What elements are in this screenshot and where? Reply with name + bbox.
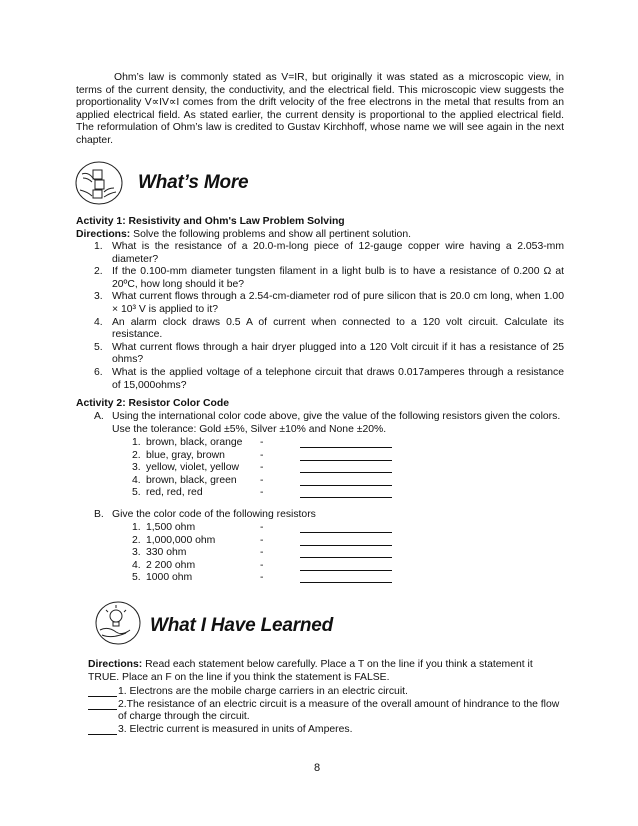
partA-item-answer-line[interactable] <box>300 485 392 486</box>
partA-item-label: brown, black, orange <box>146 437 243 448</box>
statement-text: 2.The resistance of an electric circuit is a measure of the overall amount of hindrance to the flow of charge through the circuit. <box>118 698 560 723</box>
partB-items <box>132 522 432 586</box>
partB-item-label: 1,500 ohm <box>146 522 196 533</box>
partA-text2: Use the tolerance: Gold ±5%, Silver ±10% and None ±20%. <box>112 424 387 435</box>
statement-item <box>88 699 566 724</box>
partA-item-row <box>132 450 432 463</box>
partA-item-label: blue, gray, brown <box>146 449 225 461</box>
partA-item-number: 1. <box>132 437 141 448</box>
partB-item-row <box>132 522 432 535</box>
page-number: 8 <box>314 762 321 774</box>
partA-item-label: red, red, red <box>146 487 203 499</box>
problem-number: 1. <box>94 241 103 252</box>
partA-item-answer-line[interactable] <box>300 460 392 461</box>
partA-item-dash: - <box>260 474 264 486</box>
partA-item-row <box>132 475 432 488</box>
problem-item <box>94 241 564 266</box>
statement-text: 1. Electrons are the mobile charge carriers in an electric circuit. <box>118 686 408 697</box>
partB-item-number: 4. <box>132 559 141 571</box>
problem-text: What is the resistance of a 20.0-m-long piece of 12-gauge copper wire having a 2.053-mm diameter? <box>112 241 564 265</box>
partA-item-answer-line[interactable] <box>300 447 392 448</box>
true-false-statements <box>88 686 566 736</box>
partB-text: Give the color code of the following resistors <box>112 509 316 520</box>
problem-item <box>94 342 564 367</box>
problem-number: 3. <box>94 291 103 303</box>
partA-item-number: 3. <box>132 462 141 474</box>
statement-answer-line[interactable] <box>88 686 117 697</box>
partB-item-number: 3. <box>132 547 141 559</box>
intro-paragraph: Ohm’s law is commonly stated as V=IR, but originally it was stated as a microscopic view, in terms of the current density, the conductivity, and the electrical field. This microscopic view suggests the proportionality V∝IV∝I comes from the drift velocity of the free electrons in the metal that results from an applied electrical field. As stated earlier, the current density is proportional to the applied electrical field. The reformulation of Ohm’s law is credited to Gustav Kirchhoff, whose name we will see again in the next chapter. <box>76 72 564 146</box>
problem-number: 6. <box>94 366 103 378</box>
partA-item-row <box>132 487 432 500</box>
partB-item-label: 330 ohm <box>146 547 187 559</box>
partB-item-answer-line[interactable] <box>300 570 392 571</box>
statement-text: 3. Electric current is measured in units of Amperes. <box>118 723 353 735</box>
partA-letter: A. <box>94 411 104 422</box>
problem-item <box>94 291 564 316</box>
partA-item-dash: - <box>260 437 264 448</box>
partA-item-dash: - <box>260 487 264 499</box>
partB-item-dash: - <box>260 534 264 546</box>
partB-item-number: 5. <box>132 572 141 584</box>
partA-item-dash: - <box>260 462 264 474</box>
partA-item-answer-line[interactable] <box>300 472 392 473</box>
problem-text: If the 0.100-mm diameter tungsten filament in a light bulb is to have a resistance of 0.200 Ω at 20ºC, how long should it be? <box>112 266 564 290</box>
problem-text: What current flows through a 2.54-cm-diameter rod of pure silicon that is 20.0 cm long, when 1.00 × 10³ V is applied to it? <box>112 291 564 315</box>
problem-item <box>94 317 564 342</box>
partB-item-label: 1000 ohm <box>146 572 193 584</box>
partB-item-dash: - <box>260 559 264 571</box>
activity1-directions: Directions: Solve the following problems and show all pertinent solution. <box>76 229 411 240</box>
activity2-title: Activity 2: Resistor Color Code <box>76 398 230 409</box>
partA-item-answer-line[interactable] <box>300 497 392 498</box>
problem-text: An alarm clock draws 0.5 A of current when connected to a 120 volt circuit. Calculate its resistance. <box>112 316 564 341</box>
partB-item-answer-line[interactable] <box>300 545 392 546</box>
partB-item-dash: - <box>260 522 264 533</box>
partB-item-answer-line[interactable] <box>300 582 392 583</box>
whats-more-title: What’s More <box>138 172 249 193</box>
hands-with-blocks-icon <box>74 160 124 211</box>
partB-item-number: 2. <box>132 534 141 546</box>
partA-item-number: 4. <box>132 474 141 486</box>
partB-item-row <box>132 535 432 548</box>
problem-item <box>94 266 564 291</box>
partA-items <box>132 437 432 501</box>
partB-item-answer-line[interactable] <box>300 532 392 533</box>
partA-item-number: 5. <box>132 487 141 499</box>
statement-answer-line[interactable] <box>88 724 117 735</box>
partA-item-row <box>132 437 432 450</box>
partB-item-dash: - <box>260 572 264 584</box>
partB-item-label: 1,000,000 ohm <box>146 534 216 546</box>
partA-item-label: brown, black, green <box>146 474 237 486</box>
partB-letter: B. <box>94 509 104 520</box>
partA-item-label: yellow, violet, yellow <box>146 462 239 474</box>
partB-item-row <box>132 560 432 573</box>
partA-text1: Using the international color code above, give the value of the following resistors given the colors. <box>112 411 561 422</box>
problem-text: What current flows through a hair dryer plugged into a 120 Volt circuit if it has a resistance of 25 ohms? <box>112 341 564 366</box>
partB-item-row <box>132 547 432 560</box>
learned-title: What I Have Learned <box>150 615 334 636</box>
activity1-title: Activity 1: Resistivity and Ohm's Law Problem Solving <box>76 216 345 227</box>
statement-item <box>88 724 566 737</box>
statement-answer-line[interactable] <box>88 699 117 710</box>
problem-item <box>94 367 564 392</box>
hand-lightbulb-icon <box>94 600 142 651</box>
problem-number: 2. <box>94 266 103 278</box>
learned-directions: Directions: Read each statement below carefully. Place a T on the line if you think a statement it TRUE. Place an F on the line if you think the statement is FALSE. <box>88 659 533 683</box>
partA-item-row <box>132 462 432 475</box>
partB-item-row <box>132 572 432 585</box>
partB-item-answer-line[interactable] <box>300 557 392 558</box>
partB-item-number: 1. <box>132 522 141 533</box>
partA-item-number: 2. <box>132 449 141 461</box>
partB-item-label: 2 200 ohm <box>146 559 196 571</box>
activity1-problem-list <box>94 241 564 392</box>
problem-number: 4. <box>94 316 103 328</box>
problem-number: 5. <box>94 341 103 353</box>
problem-text: What is the applied voltage of a telephone circuit that draws 0.017amperes through a resistance of 15,000ohms? <box>112 366 564 391</box>
statement-item <box>88 686 566 699</box>
partB-item-dash: - <box>260 547 264 559</box>
partA-item-dash: - <box>260 449 264 461</box>
